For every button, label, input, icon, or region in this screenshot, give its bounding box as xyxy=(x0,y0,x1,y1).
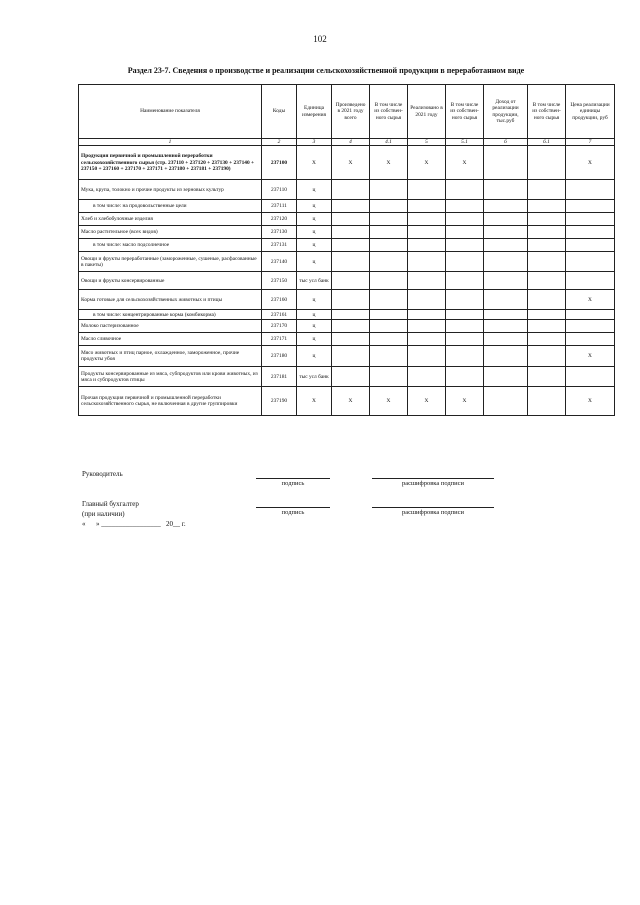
header-price: Цена реализации единицы продукции, руб xyxy=(566,85,615,139)
header-income: Доход от реализации продукции, тыс.руб xyxy=(484,85,528,139)
row-code: 237160 xyxy=(262,290,297,310)
cell-income xyxy=(484,367,528,387)
cell-price xyxy=(566,310,615,320)
date-line: « » _________________ 20__ г. xyxy=(82,520,186,528)
table-row xyxy=(79,226,615,239)
cell-produced-own xyxy=(370,367,408,387)
row-unit: ц xyxy=(297,226,332,239)
column-number: 6 xyxy=(484,139,528,146)
row-unit: тыс усл банк xyxy=(297,272,332,290)
header-produced-own: В том числе из собствен-ного сырья xyxy=(370,85,408,139)
row-unit: ц xyxy=(297,310,332,320)
cell-produced xyxy=(332,226,370,239)
cell-income-own xyxy=(528,239,566,252)
row-name: Молоко пастеризованное xyxy=(79,320,262,333)
row-unit: тыс усл банк xyxy=(297,367,332,387)
cell-price xyxy=(566,200,615,213)
cell-income xyxy=(484,252,528,272)
cell-produced-own xyxy=(370,252,408,272)
cell-produced xyxy=(332,346,370,367)
cell-income xyxy=(484,272,528,290)
header-sold-own: В том числе из собствен-ного сырья xyxy=(446,85,484,139)
cell-income-own xyxy=(528,146,566,180)
cell-income-own xyxy=(528,213,566,226)
cell-produced xyxy=(332,180,370,200)
cell-sold: X xyxy=(408,387,446,416)
cell-produced-own xyxy=(370,239,408,252)
cell-income-own xyxy=(528,333,566,346)
cell-sold-own xyxy=(446,200,484,213)
cell-sold xyxy=(408,272,446,290)
row-name: Мясо животных и птиц парное, охлажденное, замороженное, прочие продукты убоя xyxy=(79,346,262,367)
header-indicator-name: Наименование показателя xyxy=(79,85,262,139)
cell-price: X xyxy=(566,146,615,180)
cell-sold xyxy=(408,333,446,346)
head-sign-caption: подпись xyxy=(281,480,305,487)
row-unit: ц xyxy=(297,180,332,200)
cell-produced-own xyxy=(370,226,408,239)
row-name: Продукты консервированные из мяса, субпродуктов или крови животных, из мяса и субпродуктов птицы xyxy=(79,367,262,387)
cell-income xyxy=(484,387,528,416)
row-name: Корма готовые для сельскохозяйственных животных и птицы xyxy=(79,290,262,310)
cell-price: X xyxy=(566,387,615,416)
cell-sold-own xyxy=(446,213,484,226)
head-signature-line xyxy=(256,478,330,479)
cell-produced xyxy=(332,333,370,346)
cell-income-own xyxy=(528,367,566,387)
accountant-decode-caption: расшифровка подписи xyxy=(401,509,465,516)
cell-produced xyxy=(332,213,370,226)
cell-price xyxy=(566,180,615,200)
column-number: 4.1 xyxy=(370,139,408,146)
cell-income-own xyxy=(528,290,566,310)
cell-price: X xyxy=(566,346,615,367)
column-number: 5.1 xyxy=(446,139,484,146)
row-unit: ц xyxy=(297,320,332,333)
cell-price xyxy=(566,333,615,346)
table-row xyxy=(79,180,615,200)
row-code: 237161 xyxy=(262,310,297,320)
cell-price xyxy=(566,213,615,226)
cell-price xyxy=(566,272,615,290)
header-produced: Произведено в 2021 году всего xyxy=(332,85,370,139)
table-row xyxy=(79,320,615,333)
cell-sold-own: X xyxy=(446,146,484,180)
column-number: 4 xyxy=(332,139,370,146)
table-row xyxy=(79,333,615,346)
row-code: 237190 xyxy=(262,387,297,416)
row-name: в том числе: на продовольственные цели xyxy=(79,200,262,213)
row-name: Продукция первичной и промышленной переработки сельскохозяйственного сырья (стр. 237110 + 237120 + 237130 + 237140 + 237150 + 237160 + 237170 + 237171 + 237180 + 237181 + 237190) xyxy=(79,146,262,180)
cell-produced-own xyxy=(370,333,408,346)
column-number: 2 xyxy=(262,139,297,146)
cell-sold-own xyxy=(446,290,484,310)
cell-income xyxy=(484,333,528,346)
accountant-decode-line xyxy=(372,507,494,508)
head-decode-line xyxy=(372,478,494,479)
table-row xyxy=(79,310,615,320)
cell-sold-own xyxy=(446,252,484,272)
cell-produced xyxy=(332,200,370,213)
cell-produced-own xyxy=(370,290,408,310)
cell-sold-own xyxy=(446,333,484,346)
cell-income-own xyxy=(528,180,566,200)
cell-produced-own xyxy=(370,320,408,333)
row-name: Прочая продукция первичной и промышленной переработки сельскохозяйственного сырья, не включенная в другие группировки xyxy=(79,387,262,416)
header-income-own: В том числе из собствен-ного сырья xyxy=(528,85,566,139)
cell-sold-own xyxy=(446,346,484,367)
cell-income-own xyxy=(528,252,566,272)
table-row xyxy=(79,146,615,180)
row-code: 237111 xyxy=(262,200,297,213)
cell-sold-own xyxy=(446,367,484,387)
row-code: 237130 xyxy=(262,226,297,239)
accountant-signature-line xyxy=(256,507,330,508)
cell-sold-own xyxy=(446,226,484,239)
header-unit: Единица измерения xyxy=(297,85,332,139)
table-row xyxy=(79,290,615,310)
header-codes: Коды xyxy=(262,85,297,139)
cell-sold xyxy=(408,200,446,213)
row-unit: ц xyxy=(297,239,332,252)
cell-produced xyxy=(332,320,370,333)
cell-produced-own xyxy=(370,213,408,226)
cell-sold xyxy=(408,310,446,320)
cell-income-own xyxy=(528,310,566,320)
header-sold: Реализовано в 2021 году xyxy=(408,85,446,139)
cell-income xyxy=(484,320,528,333)
table-row xyxy=(79,272,615,290)
row-code: 237170 xyxy=(262,320,297,333)
column-number: 5 xyxy=(408,139,446,146)
row-name: Масло сливочное xyxy=(79,333,262,346)
row-unit: X xyxy=(297,146,332,180)
row-code: 237100 xyxy=(262,146,297,180)
table-row xyxy=(79,367,615,387)
row-name: Мука, крупа, толокно и прочие продукты из зерновых культур xyxy=(79,180,262,200)
cell-sold-own xyxy=(446,272,484,290)
accountant-label: Главный бухгалтер xyxy=(82,500,139,508)
cell-sold-own: X xyxy=(446,387,484,416)
page-number: 102 xyxy=(313,34,327,44)
cell-income-own xyxy=(528,387,566,416)
row-code: 237171 xyxy=(262,333,297,346)
cell-sold xyxy=(408,226,446,239)
row-name: Хлеб и хлебобулочные изделия xyxy=(79,213,262,226)
accountant-label-note: (при наличии) xyxy=(82,510,125,518)
row-unit: ц xyxy=(297,252,332,272)
cell-produced-own xyxy=(370,346,408,367)
table-row xyxy=(79,346,615,367)
column-number: 3 xyxy=(297,139,332,146)
head-label: Руководитель xyxy=(82,470,123,478)
cell-produced xyxy=(332,290,370,310)
row-unit: ц xyxy=(297,290,332,310)
table-row xyxy=(79,387,615,416)
cell-price xyxy=(566,226,615,239)
cell-produced-own xyxy=(370,180,408,200)
table-row xyxy=(79,200,615,213)
cell-sold xyxy=(408,252,446,272)
row-code: 237120 xyxy=(262,213,297,226)
cell-sold xyxy=(408,213,446,226)
cell-income-own xyxy=(528,346,566,367)
cell-produced-own: X xyxy=(370,387,408,416)
row-unit: ц xyxy=(297,213,332,226)
cell-produced-own xyxy=(370,200,408,213)
cell-sold-own xyxy=(446,310,484,320)
cell-price xyxy=(566,367,615,387)
cell-sold xyxy=(408,320,446,333)
cell-price xyxy=(566,252,615,272)
row-code: 237131 xyxy=(262,239,297,252)
row-name: Масло растительное (всех видов) xyxy=(79,226,262,239)
row-name: Овощи и фрукты консервированные xyxy=(79,272,262,290)
cell-income xyxy=(484,310,528,320)
cell-produced xyxy=(332,239,370,252)
column-number: 1 xyxy=(79,139,262,146)
cell-income-own xyxy=(528,226,566,239)
cell-income-own xyxy=(528,200,566,213)
cell-income xyxy=(484,200,528,213)
cell-income xyxy=(484,290,528,310)
cell-price xyxy=(566,239,615,252)
head-decode-caption: расшифровка подписи xyxy=(401,480,465,487)
cell-produced: X xyxy=(332,387,370,416)
cell-sold xyxy=(408,290,446,310)
column-number-row xyxy=(79,139,615,146)
cell-sold-own xyxy=(446,239,484,252)
column-number: 7 xyxy=(566,139,615,146)
cell-sold: X xyxy=(408,146,446,180)
table-row xyxy=(79,239,615,252)
cell-income xyxy=(484,213,528,226)
cell-produced xyxy=(332,252,370,272)
cell-sold xyxy=(408,367,446,387)
row-code: 237140 xyxy=(262,252,297,272)
cell-produced-own xyxy=(370,272,408,290)
cell-produced-own xyxy=(370,310,408,320)
cell-price xyxy=(566,320,615,333)
cell-income-own xyxy=(528,320,566,333)
row-unit: ц xyxy=(297,333,332,346)
row-unit: ц xyxy=(297,200,332,213)
cell-produced xyxy=(332,272,370,290)
row-name: в том числе: масло подсолнечное xyxy=(79,239,262,252)
table-row xyxy=(79,252,615,272)
row-unit: ц xyxy=(297,346,332,367)
row-unit: X xyxy=(297,387,332,416)
cell-sold xyxy=(408,239,446,252)
cell-price: X xyxy=(566,290,615,310)
column-number: 6.1 xyxy=(528,139,566,146)
section-title: Раздел 23-7. Сведения о производстве и реализации сельскохозяйственной продукции в переработанном виде xyxy=(127,66,525,75)
cell-income-own xyxy=(528,272,566,290)
cell-income xyxy=(484,226,528,239)
cell-produced xyxy=(332,367,370,387)
table-row xyxy=(79,213,615,226)
row-code: 237150 xyxy=(262,272,297,290)
cell-sold-own xyxy=(446,180,484,200)
cell-produced: X xyxy=(332,146,370,180)
row-name: Овощи и фрукты переработанные (замороженные, сушеные, расфасованные в пакеты) xyxy=(79,252,262,272)
header-row xyxy=(79,85,615,139)
accountant-sign-caption: подпись xyxy=(281,509,305,516)
row-name: в том числе: концентрированные корма (комбикорма) xyxy=(79,310,262,320)
row-code: 237180 xyxy=(262,346,297,367)
row-code: 237110 xyxy=(262,180,297,200)
cell-sold xyxy=(408,346,446,367)
cell-produced xyxy=(332,310,370,320)
cell-sold-own xyxy=(446,320,484,333)
cell-income xyxy=(484,146,528,180)
cell-income xyxy=(484,239,528,252)
cell-income xyxy=(484,180,528,200)
cell-income xyxy=(484,346,528,367)
cell-produced-own: X xyxy=(370,146,408,180)
data-table xyxy=(78,84,615,416)
row-code: 237181 xyxy=(262,367,297,387)
cell-sold xyxy=(408,180,446,200)
